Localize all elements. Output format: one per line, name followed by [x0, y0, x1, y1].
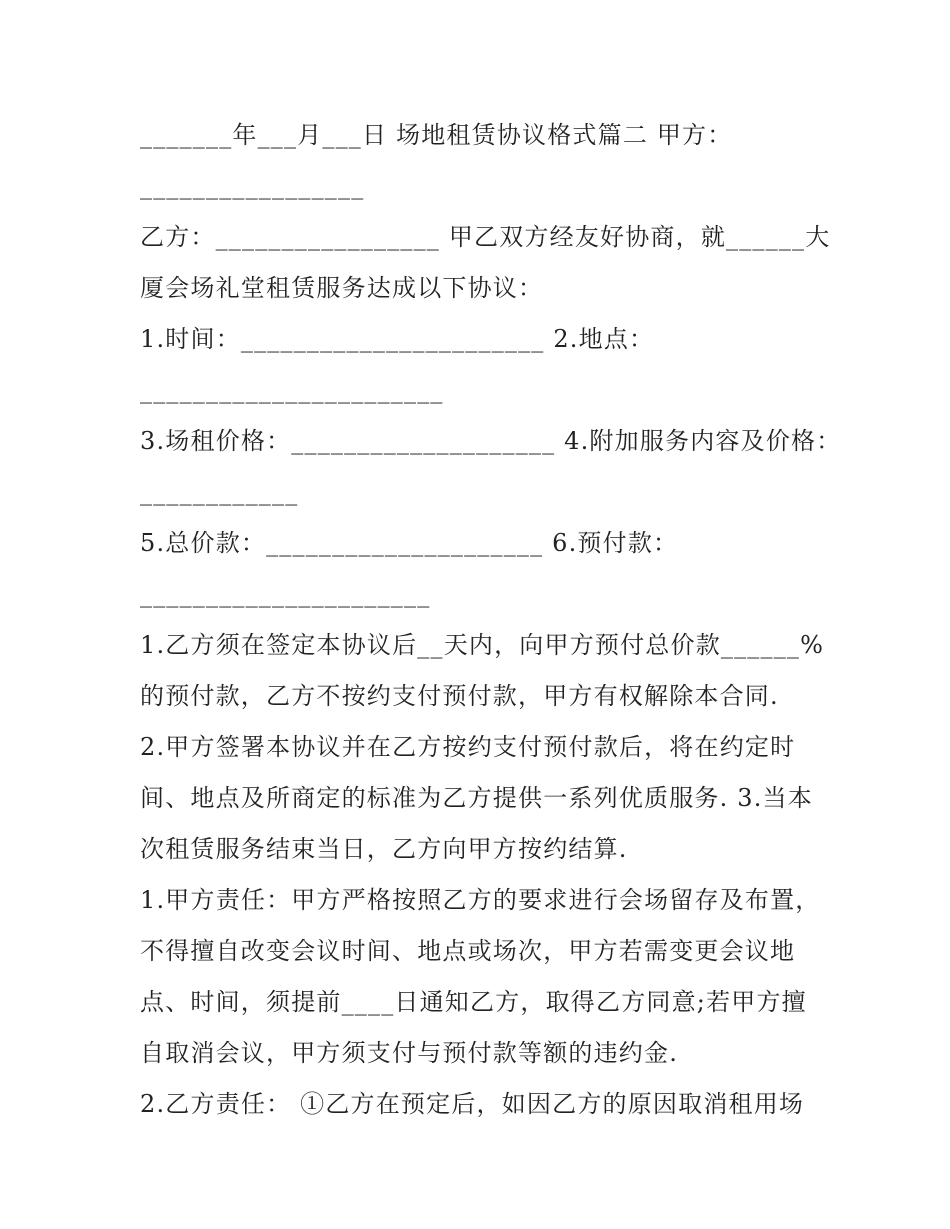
text-line-rent-price: 3.场租价格：____________________ 4.附加服务内容及价格： [140, 427, 842, 455]
text-line-party-b-duty-1: 2.乙方责任： ①乙方在预定后，如因乙方的原因取消租用场 [140, 1090, 805, 1118]
text-line-prepay-blank: ______________________ [140, 580, 431, 608]
text-line-party-a-duty-1: 1.甲方责任：甲方严格按照乙方的要求进行会场留存及布置， [140, 886, 821, 914]
text-line-party-a-blank: _________________ [140, 172, 365, 200]
text-line-clause-1a: 1.乙方须在签定本协议后__天内，向甲方预付总价款______% [140, 631, 825, 659]
text-line-clause-1b: 的预付款，乙方不按约支付预付款，甲方有权解除本合同. [140, 682, 779, 710]
text-line-agreement-intro: 厦会场礼堂租赁服务达成以下协议： [140, 274, 544, 302]
text-line-date-title: _______年___月___日 场地租赁协议格式篇二 甲方： [140, 121, 733, 149]
text-line-service-blank: ____________ [140, 478, 299, 506]
text-line-total-price: 5.总价款：_____________________ 6.预付款： [140, 529, 679, 557]
text-line-clause-3: 次租赁服务结束当日，乙方向甲方按约结算. [140, 835, 628, 863]
text-line-clause-2b: 间、地点及所商定的标准为乙方提供一系列优质服务. 3.当本 [140, 784, 813, 812]
text-line-party-b: 乙方：_________________ 甲乙双方经友好协商，就______大 [140, 223, 831, 251]
text-line-party-a-duty-4: 自取消会议，甲方须支付与预付款等额的违约金. [140, 1039, 679, 1067]
text-line-clause-2a: 2.甲方签署本协议并在乙方按约支付预付款后，将在约定时 [140, 733, 796, 761]
text-line-party-a-duty-2: 不得擅自改变会议时间、地点或场次，甲方若需变更会议地 [140, 937, 796, 965]
text-line-party-a-duty-3: 点、时间，须提前____日通知乙方，取得乙方同意;若甲方擅 [140, 988, 807, 1016]
text-line-location-blank: _______________________ [140, 376, 444, 404]
text-line-time-location: 1.时间：_______________________ 2.地点： [140, 325, 655, 353]
